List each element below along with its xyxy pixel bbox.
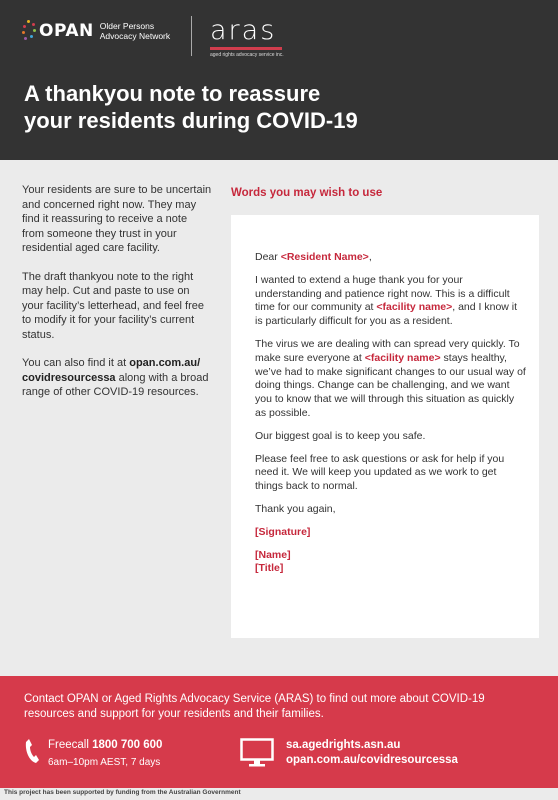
- title-placeholder: [Title]: [255, 562, 284, 575]
- intro-paragraph-3: You can also find it at opan.com.au/ covidresourcessa along with a broad range of other COVID-19 resources.: [22, 357, 209, 398]
- contact-footer: [0, 676, 558, 788]
- opan-logo: [22, 20, 170, 42]
- letter-greeting: Dear <Resident Name>,: [255, 251, 372, 263]
- page-title: A thankyou note to reassure your residents during COVID-19: [24, 81, 358, 133]
- header-banner: [0, 0, 558, 160]
- signature-placeholder: [Signature]: [255, 525, 311, 538]
- freecall-number[interactable]: 1800 700 600: [92, 739, 163, 751]
- opan-dots-icon: [22, 20, 36, 42]
- letter-paragraph-2: The virus we are dealing with can spread very quickly. To make sure everyone at <facility name> stays healthy, we’ve had to make significant changes to our usual way of doing things. Change can be challenging, and we want you to know that we will through this situation as quickly as possible.: [255, 337, 526, 419]
- phone-icon: [24, 738, 40, 764]
- aras-logo: [210, 15, 330, 58]
- monitor-icon: [240, 738, 274, 768]
- intro-column: [22, 183, 212, 414]
- funding-note: This project has been supported by funding from the Australian Government: [4, 789, 241, 796]
- website-link-opan[interactable]: opan.com.au/covidresourcessa: [286, 754, 458, 766]
- resource-link[interactable]: opan.com.au/ covidresourcessa: [22, 357, 201, 384]
- phone-contact: [24, 738, 162, 770]
- facility-name-placeholder: <facility name>: [376, 301, 453, 314]
- intro-paragraph-1: Your residents are sure to be uncertain and concerned right now. They may find it reassuring to receive a note from someone they trust in your residential aged care facility.: [22, 184, 212, 254]
- freecall-line: Freecall 1800 700 600: [48, 739, 163, 751]
- letter-heading: Words you may wish to use: [231, 187, 383, 199]
- footer-message: Contact OPAN or Aged Rights Advocacy Service (ARAS) to find out more about COVID-19 resources and support for your residents and their families.: [24, 693, 485, 720]
- opening-hours: 6am–10pm AEST, 7 days: [48, 757, 161, 768]
- web-contact: [240, 738, 458, 768]
- letter-paragraph-4: Please feel free to ask questions or ask for help if you need it. We will keep you updated as we work to get things back to normal.: [255, 452, 505, 493]
- website-link-aras[interactable]: sa.agedrights.asn.au: [286, 739, 401, 751]
- aras-tagline: aged rights advocacy service inc.: [210, 52, 284, 58]
- resident-name-placeholder: <Resident Name>: [280, 251, 369, 263]
- aras-accent-bar: [210, 47, 282, 50]
- letter-paragraph-5: Thank you again,: [255, 502, 336, 515]
- name-placeholder: [Name]: [255, 548, 291, 561]
- letter-paragraph-1: I wanted to extend a huge thank you for your understanding and patience right now. This is a difficult time for our community at <facility name>, and I know it is particularly difficult for you as a resident.: [255, 273, 518, 328]
- facility-name-placeholder: <facility name>: [364, 351, 441, 364]
- aras-wordmark: aras: [210, 15, 277, 46]
- intro-paragraph-2: The draft thankyou note to the right may help. Cut and paste to use on your facility’s letterhead, and feel free to modify it for your facility’s current status.: [22, 270, 205, 341]
- opan-wordmark: OPAN: [39, 21, 94, 41]
- letter-card: [231, 215, 539, 638]
- letter-paragraph-3: Our biggest goal is to keep you safe.: [255, 429, 426, 442]
- opan-tagline: Older Persons Advocacy Network: [99, 21, 171, 41]
- logo-divider: [191, 16, 192, 56]
